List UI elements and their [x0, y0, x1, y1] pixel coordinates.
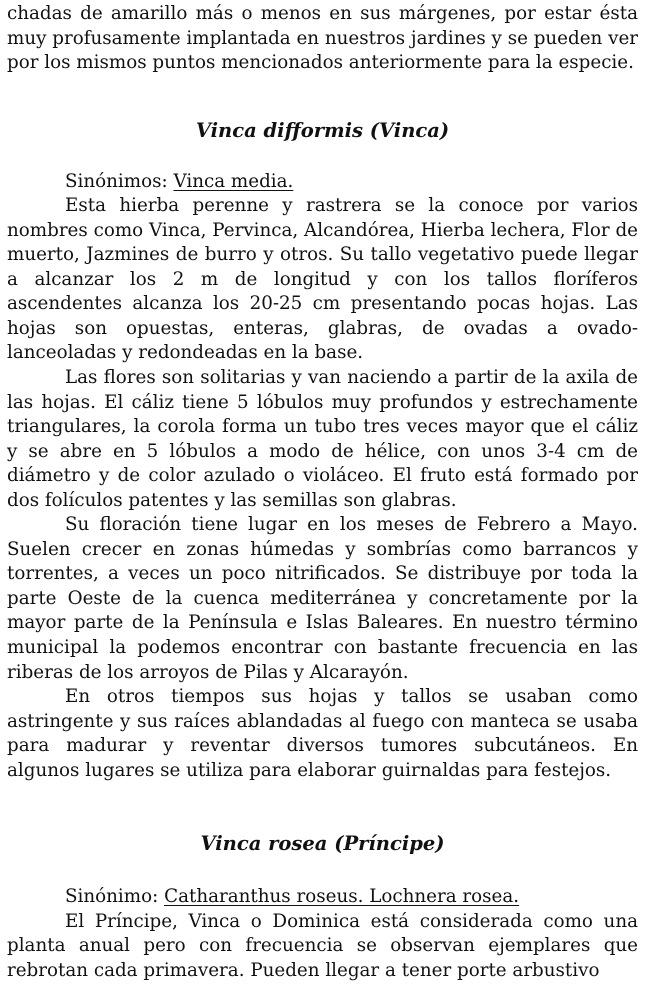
synonyms-label: Sinónimos: [65, 170, 174, 192]
paragraph: Su floración tiene lugar en los meses de Febrero a Mayo. Suelen crecer en zonas húmedas y sombrías como barrancos y torrentes, a veces un poco nitrificados. Se distribuye por toda la parte Oeste de la cuenca mediterránea y concretamente por la mayor parte de la Península e Islas Baleares. En nuestro término municipal la podemos encontrar con bastante frecuencia en las riberas de los arroyos de Pilas y Alcarayón. [7, 514, 638, 683]
paragraph: En otros tiempos sus hojas y tallos se usaban como astringente y sus raíces ablandadas al fuego con manteca se usaba para madurar y reventar diversos tumores subcutáneos. En algunos lugares se utiliza para elaborar guirnaldas para festejos. [7, 686, 638, 781]
synonyms-value: Vinca media. [173, 170, 294, 192]
synonyms-label: Sinónimo: [65, 886, 165, 908]
section-heading-vinca-rosea: Vinca rosea (Príncipe) [200, 832, 445, 856]
section-heading-vinca-difformis: Vinca difformis (Vinca) [195, 118, 450, 142]
paragraph: Las flores son solitarias y van naciendo a partir de la axila de las hojas. El cáliz tiene 5 lóbulos muy profundos y estrechamente triangulares, la corola forma un tubo tres veces mayor que el cáliz y se abre en 5 lóbulos a modo de hélice, con unos 3-4 cm de diámetro y de color azulado o violáceo. El fruto está formado por dos folículos patentes y las semillas son glabras. [7, 367, 638, 511]
synonyms-line [7, 170, 638, 195]
paragraph: Esta hierba perenne y rastrera se la conoce por varios nombres como Vinca, Pervinca, Alcandórea, Hierba lechera, Flor de muerto, Jazmines de burro y otros. Su tallo vegetativo puede llegar a alcanzar los 2 m de longitud y con los tallos floríferos ascendentes alcanza los 20-25 cm presentando pocas hojas. Las hojas son opuestas, enteras, glabras, de ovadas a ovado-lanceoladas y redondeadas en la base. [7, 195, 638, 364]
paragraph: El Príncipe, Vinca o Dominica está considerada como una planta anual pero con frecuencia se observan ejemplares que rebrotan cada primavera. Pueden llegar a tener porte arbustivo [7, 910, 638, 981]
intro-paragraph: chadas de amarillo más o menos en sus márgenes, por estar ésta muy profusamente implantada en nuestros jardines y se pueden ver por los mismos puntos mencionados anteriormente para la especie. [7, 3, 638, 74]
synonyms-value: Catharanthus roseus. Lochnera rosea. [164, 886, 520, 908]
synonyms-line [7, 885, 638, 910]
